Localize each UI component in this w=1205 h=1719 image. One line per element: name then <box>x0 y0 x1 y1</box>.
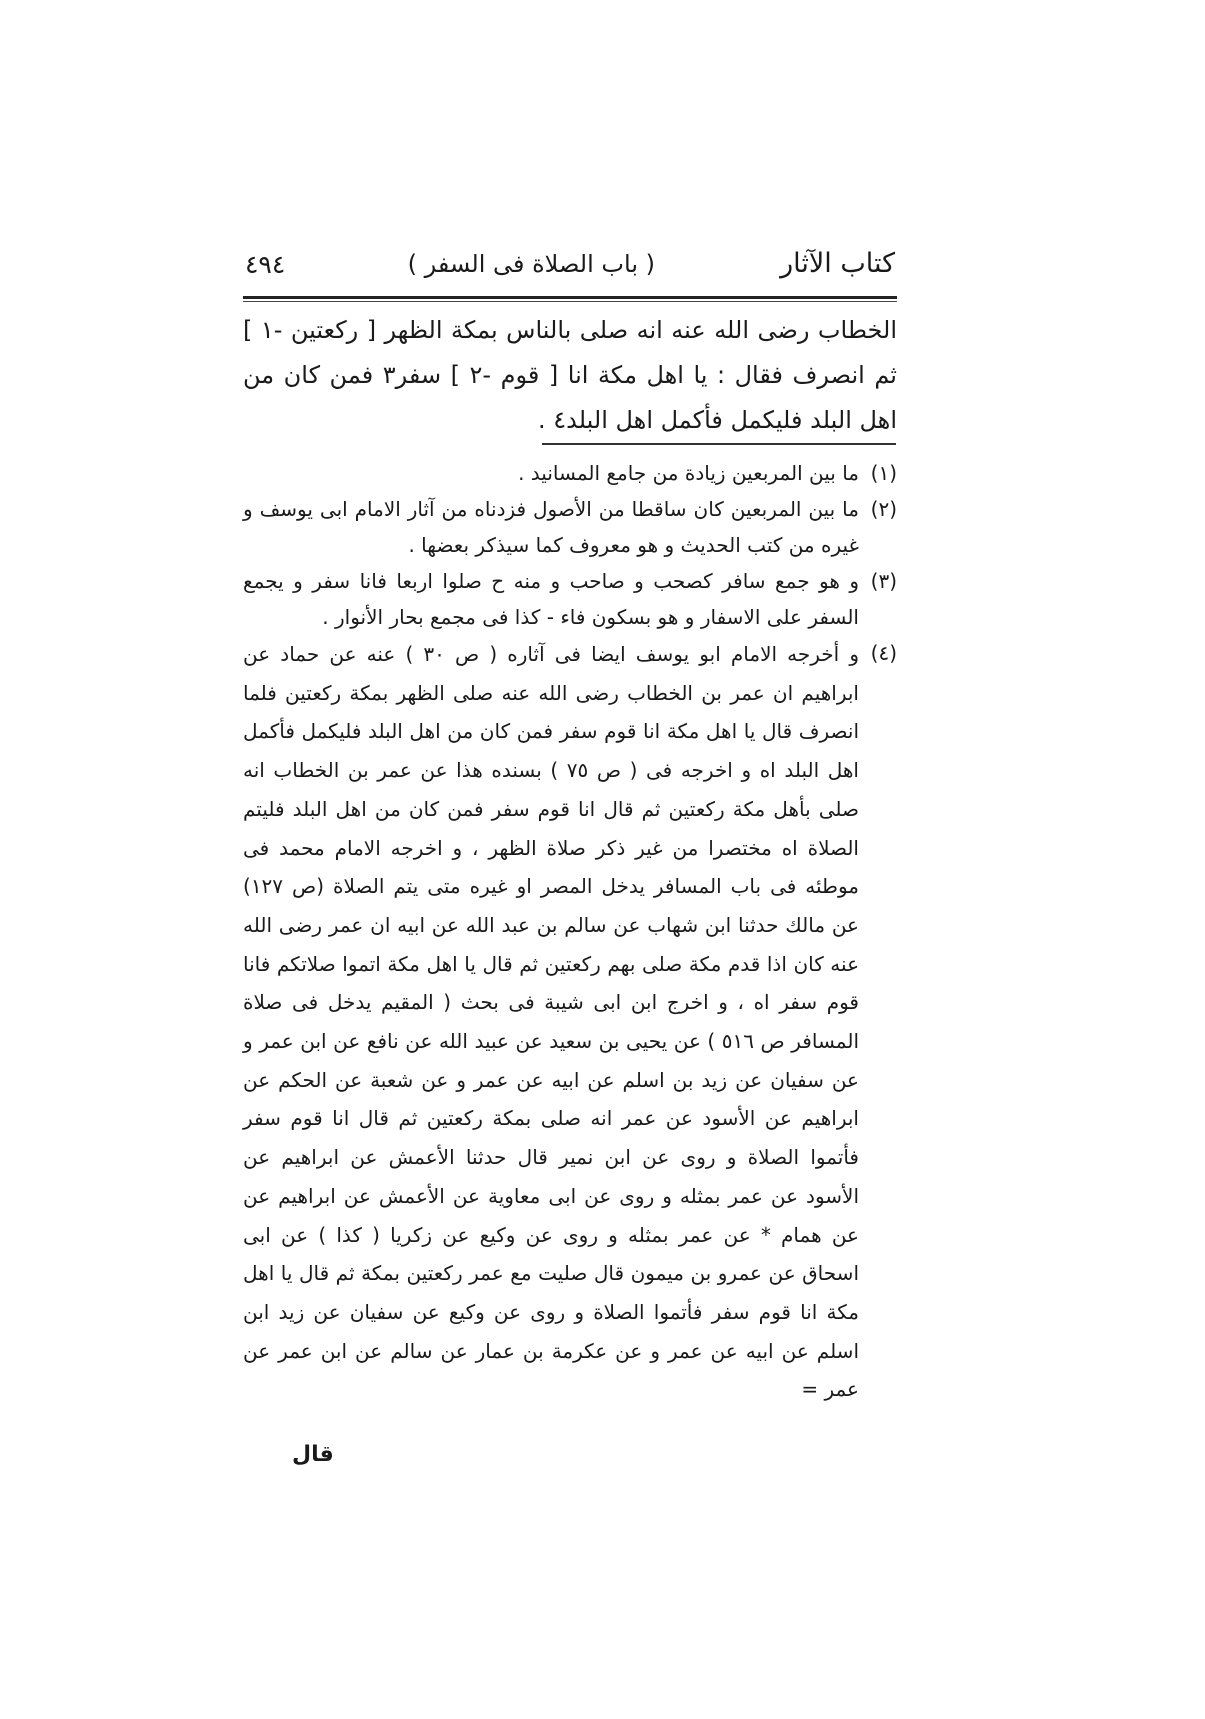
footnote-text: و هو جمع سافر كصحب و صاحب و منه ح صلوا اربعا فانا سفر و يجمع السفر على الاسفار و هو بسكون فاء - كذا فى مجمع بحار الأنوار . <box>243 569 859 629</box>
catchword: قال <box>292 1442 334 1467</box>
footnote-number: (٣) <box>870 569 897 593</box>
main-text <box>243 308 897 443</box>
footnote-1 <box>243 455 897 491</box>
footnote-number: (١) <box>870 461 897 485</box>
footnote-text: ما بين المربعين كان ساقطا من الأصول فزدناه من آثار الامام ابى يوسف و غيره من كتب الحديث و هو معروف كما سيذكر بعضها . <box>243 497 859 557</box>
footnote-separator <box>542 443 896 445</box>
footnote-3 <box>243 563 897 635</box>
footnote-text: ما بين المربعين زيادة من جامع المسانيد . <box>518 461 859 485</box>
chapter-title: ( باب الصلاة فى السفر ) <box>407 250 655 278</box>
page-number: ٤٩٤ <box>245 250 286 279</box>
header-rule-thick <box>243 296 897 299</box>
footnote-2 <box>243 491 897 563</box>
main-paragraph: الخطاب رضى الله عنه انه صلى بالناس بمكة الظهر [ ركعتين -١ ] ثم انصرف فقال : يا اهل مكة انا [ قوم -٢ ] سفر٣ فمن كان من اهل البلد فليكمل فأكمل اهل البلد٤ . <box>243 316 897 434</box>
book-title: كتاب الآثار <box>780 248 895 279</box>
footnotes <box>243 455 897 1409</box>
footnote-number: (٢) <box>870 497 897 521</box>
header-rule-thin <box>243 301 897 302</box>
footnote-4 <box>243 635 897 1409</box>
running-header <box>245 248 895 292</box>
footnote-text: و أخرجه الامام ابو يوسف ايضا فى آثاره ( ص ٣٠ ) عنه عن حماد عن ابراهيم ان عمر بن الخطاب رضى الله عنه صلى الظهر بمكة ركعتين فلما انصرف قال يا اهل مكة انا قوم سفر فمن كان من اهل البلد فليكمل فأكمل اهل البلد اه و اخرجه فى ( ص ٧٥ ) بسنده هذا عن عمر بن الخطاب انه صلى بأهل مكة ركعتين ثم قال انا قوم سفر فمن كان من اهل البلد فليتم الصلاة اه مختصرا من غير ذكر صلاة الظهر ، و اخرجه الامام محمد فى موطئه فى باب المسافر يدخل المصر او غيره متى يتم الصلاة (ص ١٢٧) عن مالك حدثنا ابن شهاب عن سالم بن عبد الله عن ابيه ان عمر رضى الله عنه كان اذا قدم مكة صلى بهم ركعتين ثم قال يا اهل مكة اتموا صلاتكم فانا قوم سفر اه ، و اخرج ابن ابى شيبة فى بحث ( المقيم يدخل فى صلاة المسافر ص ٥١٦ ) عن يحيى بن سعيد عن عبيد الله عن نافع عن ابن عمر و عن سفيان عن زيد بن اسلم عن ابيه عن عمر و عن شعبة عن الحكم عن ابراهيم عن الأسود عن عمر انه صلى بمكة ركعتين ثم قال انا قوم سفر فأتموا الصلاة و روى عن ابن نمير قال حدثنا الأعمش عن ابراهيم عن الأسود عن عمر بمثله و روى عن ابى معاوية عن الأعمش عن ابراهيم عن عن همام * عن عمر بمثله و روى عن وكيع عن زكريا ( كذا ) عن ابى اسحاق عن عمرو بن ميمون قال صليت مع عمر ركعتين بمكة ثم قال يا اهل مكة انا قوم سفر فأتموا الصلاة و روى عن وكيع عن سفيان عن زيد ابن اسلم عن ابيه عن عمر و عن عكرمة بن عمار عن سالم عن ابن عمر عن عمر = <box>243 642 859 1402</box>
footnote-number: (٤) <box>870 641 897 665</box>
